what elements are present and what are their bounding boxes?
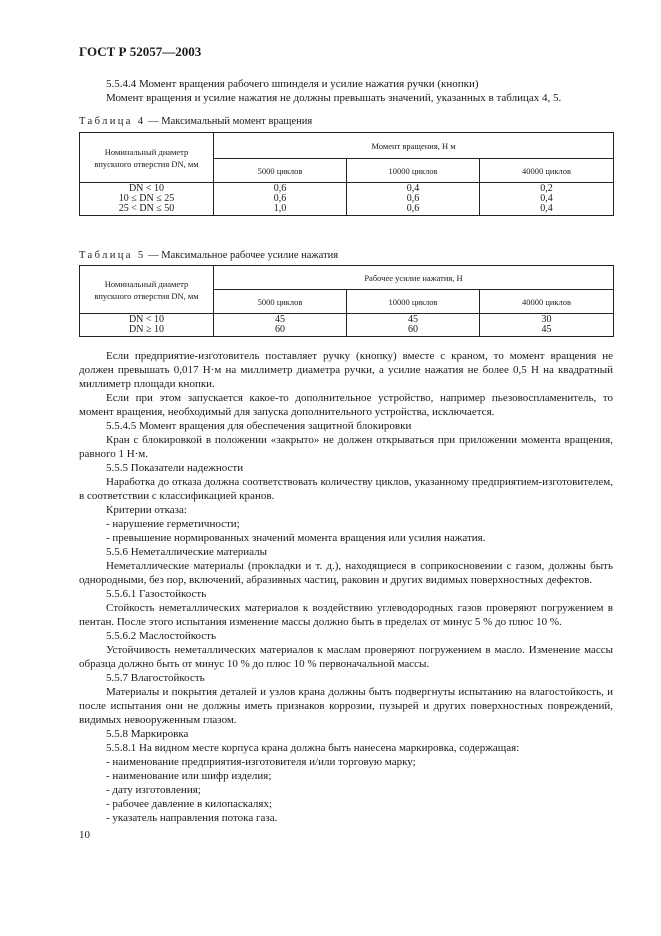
table4-10000-column: [347, 183, 480, 216]
table5-caption-prefix: Таблица 5: [79, 250, 146, 261]
table-cell: 0,2: [540, 183, 553, 194]
body-paragraph: Если при этом запускается какое-то дополнительное устройство, например пьезовоспламенитель, то момент вращения, необходимый для запуска дополнительного устройства, исключается.: [79, 392, 613, 418]
table4-head-dn: Номинальный диаметр впускного отверстия DN, мм: [80, 133, 214, 183]
body-paragraph: - указатель направления потока газа.: [106, 812, 278, 824]
intro-paragraph: Момент вращения и усилие нажатия не должны превышать значений, указанных в таблицах 4, 5.: [106, 92, 562, 104]
document-header: ГОСТ Р 52057—2003: [79, 44, 202, 59]
body-paragraph: 5.5.5 Показатели надежности: [106, 462, 244, 474]
body-paragraph: Устойчивость неметаллических материалов к маслам проверяют погружением в масло. Изменение массы образца должно быть от минус 10 % до плюс 10 % первоначальной массы.: [79, 644, 613, 670]
table5-caption: [79, 250, 338, 261]
body-paragraph: 5.5.8 Маркировка: [106, 728, 189, 740]
body-paragraph: - дату изготовления;: [106, 784, 201, 796]
table-cell: DN < 10: [128, 183, 165, 194]
table4-caption: [79, 116, 312, 127]
table-cell: 45: [541, 324, 552, 335]
body-paragraph: - наименование предприятия-изготовителя и/или торговую марку;: [106, 756, 416, 768]
clause-5-5-4-4: 5.5.4.4 Момент вращения рабочего шпинделя и усилие нажатия ручки (кнопки): [106, 78, 479, 90]
table-cell: 60: [408, 324, 418, 335]
table-cell: 25 < DN ≤ 50: [118, 203, 175, 214]
table4-col-5000: 5000 циклов: [214, 159, 347, 183]
table4-head-group: Момент вращения, Н м: [214, 133, 614, 159]
body-paragraph: 5.5.7 Влагостойкость: [106, 672, 205, 684]
table5-col-10000: 10000 циклов: [347, 290, 480, 314]
table-cell: 0,6: [406, 193, 420, 204]
body-paragraph: Материалы и покрытия деталей и узлов крана должны быть подвергнуты испытанию на влагостойкость, и после испытания они не должны иметь признаков коррозии, пузырей и других поверхностных повреждений, видимых невооруженным глазом.: [79, 686, 613, 726]
table5: [79, 265, 614, 337]
table4-caption-text: — Максимальный момент вращения: [145, 116, 313, 127]
table-cell: 0,4: [406, 183, 420, 194]
table-cell: 0,6: [273, 183, 287, 194]
body-paragraph: 5.5.4.5 Момент вращения для обеспечения защитной блокировки: [106, 420, 412, 432]
table4-caption-prefix: Таблица 4: [79, 116, 146, 127]
body-text: [79, 349, 613, 825]
body-paragraph: 5.5.8.1 На видном месте корпуса крана должна быть нанесена маркировка, содержащая:: [106, 742, 520, 754]
table4: [79, 132, 614, 216]
table-cell: 0,6: [273, 193, 287, 204]
table5-5000-column: [214, 314, 347, 337]
table5-caption-text: — Максимальное рабочее усилие нажатия: [145, 250, 339, 261]
page-number: 10: [79, 829, 90, 841]
table5-head-group: Рабочее усилие нажатия, Н: [214, 266, 614, 290]
intro-section: [79, 77, 613, 105]
table-cell: 0,4: [540, 193, 553, 204]
table-cell: 30: [541, 314, 552, 325]
table5-dn-column: [80, 314, 214, 337]
body-paragraph: - превышение нормированных значений момента вращения или усилия нажатия.: [106, 532, 486, 544]
table-cell: 0,6: [406, 203, 420, 214]
table4-40000-column: [480, 183, 614, 216]
table4-dn-column: [80, 183, 214, 216]
table5-head-dn: Номинальный диаметр впускного отверстия DN, мм: [80, 266, 214, 314]
body-paragraph: Кран с блокировкой в положении «закрыто» не должен открываться при приложении момента вращения, равного 1 Н·м.: [79, 434, 613, 460]
table5-col-5000: 5000 циклов: [214, 290, 347, 314]
body-paragraph: 5.5.6.1 Газостойкость: [106, 588, 207, 600]
table-cell: 10 ≤ DN ≤ 25: [118, 193, 175, 204]
table-cell: 60: [275, 324, 285, 335]
table5-40000-column: [480, 314, 614, 337]
body-paragraph: Наработка до отказа должна соответствовать количеству циклов, указанному предприятием-изготовителем, в соответствии с классификацией кранов.: [79, 476, 613, 502]
body-paragraph: Неметаллические материалы (прокладки и т. д.), находящиеся в соприкосновении с газом, должны быть однородными, без пор, включений, абразивных частиц, раковин и других видимых поверхностных дефектов.: [79, 560, 613, 586]
body-paragraph: 5.5.6 Неметаллические материалы: [106, 546, 268, 558]
table-cell: 1,0: [273, 203, 287, 214]
table-cell: DN ≥ 10: [129, 324, 164, 335]
body-paragraph: Критерии отказа:: [106, 504, 187, 516]
body-paragraph: - нарушение герметичности;: [106, 518, 240, 530]
table4-5000-column: [214, 183, 347, 216]
table4-col-10000: 10000 циклов: [347, 159, 480, 183]
table4-col-40000: 40000 циклов: [480, 159, 614, 183]
body-paragraph: Если предприятие-изготовитель поставляет ручку (кнопку) вместе с краном, то момент вращения не должен превышать 0,017 Н·м на миллиметр диаметра ручки, а усилие нажатия не более 0,5 Н на квадратный миллиметр площади кнопки.: [79, 350, 613, 390]
table5-col-40000: 40000 циклов: [480, 290, 614, 314]
table-cell: 45: [275, 314, 285, 325]
body-paragraph: Стойкость неметаллических материалов к воздействию углеводородных газов проверяют погружением в пентан. После этого испытания изменение массы должно быть в пределах от минус 5 % до плюс 10 %.: [79, 602, 613, 628]
body-paragraph: 5.5.6.2 Маслостойкость: [106, 630, 217, 642]
table-cell: 45: [408, 314, 418, 325]
table-cell: 0,4: [540, 203, 553, 214]
table-cell: DN < 10: [128, 314, 165, 325]
body-paragraph: - наименование или шифр изделия;: [106, 770, 272, 782]
table5-10000-column: [347, 314, 480, 337]
body-paragraph: - рабочее давление в килопаскалях;: [106, 798, 273, 810]
